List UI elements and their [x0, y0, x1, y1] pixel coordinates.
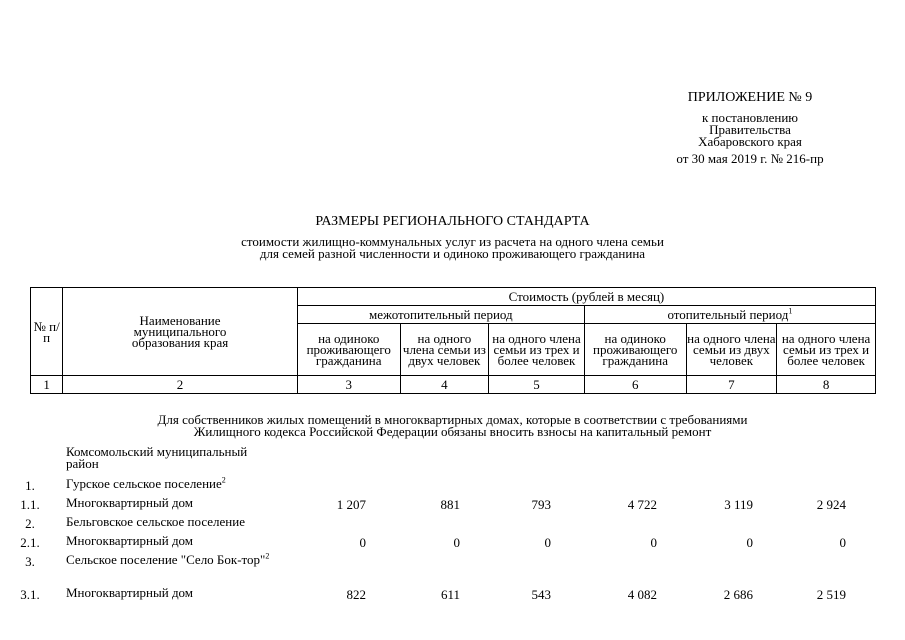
row-name: Многоквартирный дом — [66, 585, 194, 600]
table-row — [0, 475, 905, 494]
row-name: Бельговское сельское поселение — [66, 514, 245, 529]
value-cell: 3 119 — [724, 497, 753, 512]
header-sub-7: на одного члена семьи из двух человек — [686, 324, 777, 376]
header-period-2: отопительный период$^1$ — [584, 306, 875, 324]
value-cell: 0 — [453, 535, 460, 550]
footnote-mark: 2 — [265, 551, 270, 561]
header-sub-4: на одного члена семьи из двух человек — [400, 324, 489, 376]
value-cell: 543 — [531, 587, 551, 602]
header-sub-8: на одного члена семьи из трех и более человек — [777, 324, 876, 376]
col-number: 2 — [63, 376, 298, 394]
header-sub-3: на одиноко проживающего гражданина — [297, 324, 400, 376]
section-heading-line2: Жилищного кодекса Российской Федерации обязаны вносить взносы на капитальный ремонт — [193, 424, 712, 439]
table-row — [0, 551, 905, 570]
district-row — [0, 444, 905, 471]
value-cell: 2 686 — [723, 587, 753, 602]
header-period-1: межотопительный период — [297, 306, 584, 324]
row-num: 1. — [25, 478, 35, 493]
appendix-line2: Правительства — [709, 122, 791, 137]
value-cell: 0 — [746, 535, 753, 550]
value-cell: 4 082 — [627, 587, 657, 602]
appendix-line3: Хабаровского края — [698, 134, 802, 149]
row-num: 2.1. — [20, 535, 40, 550]
col-number: 8 — [777, 376, 876, 394]
footnote-mark: 2 — [221, 475, 226, 485]
appendix-line1: к постановлению — [701, 110, 799, 125]
table-header — [30, 287, 876, 394]
row-num: 1.1. — [20, 497, 40, 512]
appendix-title: ПРИЛОЖЕНИЕ № 9 — [687, 90, 813, 105]
row-name: Многоквартирный дом — [66, 533, 194, 548]
district-name: Комсомольский муниципальный район — [66, 444, 248, 471]
row-name: Многоквартирный дом — [66, 495, 194, 510]
header-sub-5: на одного члена семьи из трех и более человек — [489, 324, 585, 376]
value-cell: 0 — [544, 535, 551, 550]
header-cost: Стоимость (рублей в месяц) — [297, 288, 875, 306]
value-cell: 1 207 — [336, 497, 366, 512]
header-name: Наименование муниципального образования края — [63, 288, 298, 376]
header-sub-6: на одиноко проживающего гражданина — [584, 324, 686, 376]
col-number: 1 — [31, 376, 63, 394]
document-subtitle-1: стоимости жилищно-коммунальных услуг из расчета на одного члена семьи — [241, 234, 664, 249]
value-cell: 822 — [346, 587, 366, 602]
col-number: 5 — [489, 376, 585, 394]
value-cell: 2 519 — [816, 587, 846, 602]
table-row — [0, 497, 905, 513]
col-number: 3 — [297, 376, 400, 394]
col-number: 6 — [584, 376, 686, 394]
value-cell: 0 — [359, 535, 366, 550]
footnote-mark: 1 — [788, 306, 793, 316]
table-row — [0, 587, 905, 603]
row-num: 3.1. — [20, 587, 40, 602]
col-number: 4 — [400, 376, 489, 394]
value-cell: 0 — [839, 535, 846, 550]
table-row — [0, 535, 905, 551]
header-num: № п/п — [31, 288, 63, 376]
row-name: Сельское поселение "Село Бок-тор"$^2$ — [66, 551, 270, 567]
row-num: 2. — [25, 516, 35, 531]
value-cell: 881 — [440, 497, 460, 512]
document-subtitle-2: для семей разной численности и одиноко проживающего гражданина — [259, 246, 646, 261]
value-cell: 0 — [650, 535, 657, 550]
table-row — [0, 516, 905, 532]
document-title: РАЗМЕРЫ РЕГИОНАЛЬНОГО СТАНДАРТА — [315, 214, 590, 229]
value-cell: 793 — [531, 497, 551, 512]
appendix-date: от 30 мая 2019 г. № 216-пр — [676, 151, 824, 166]
row-name: Гурское сельское поселение$^2$ — [66, 475, 226, 491]
value-cell: 2 924 — [816, 497, 846, 512]
row-num: 3. — [25, 554, 35, 569]
section-heading-line1: Для собственников жилых помещений в многоквартирных домах, которые в соответствии с требованиями — [157, 412, 748, 427]
col-number: 7 — [686, 376, 777, 394]
value-cell: 4 722 — [627, 497, 657, 512]
value-cell: 611 — [440, 587, 460, 602]
